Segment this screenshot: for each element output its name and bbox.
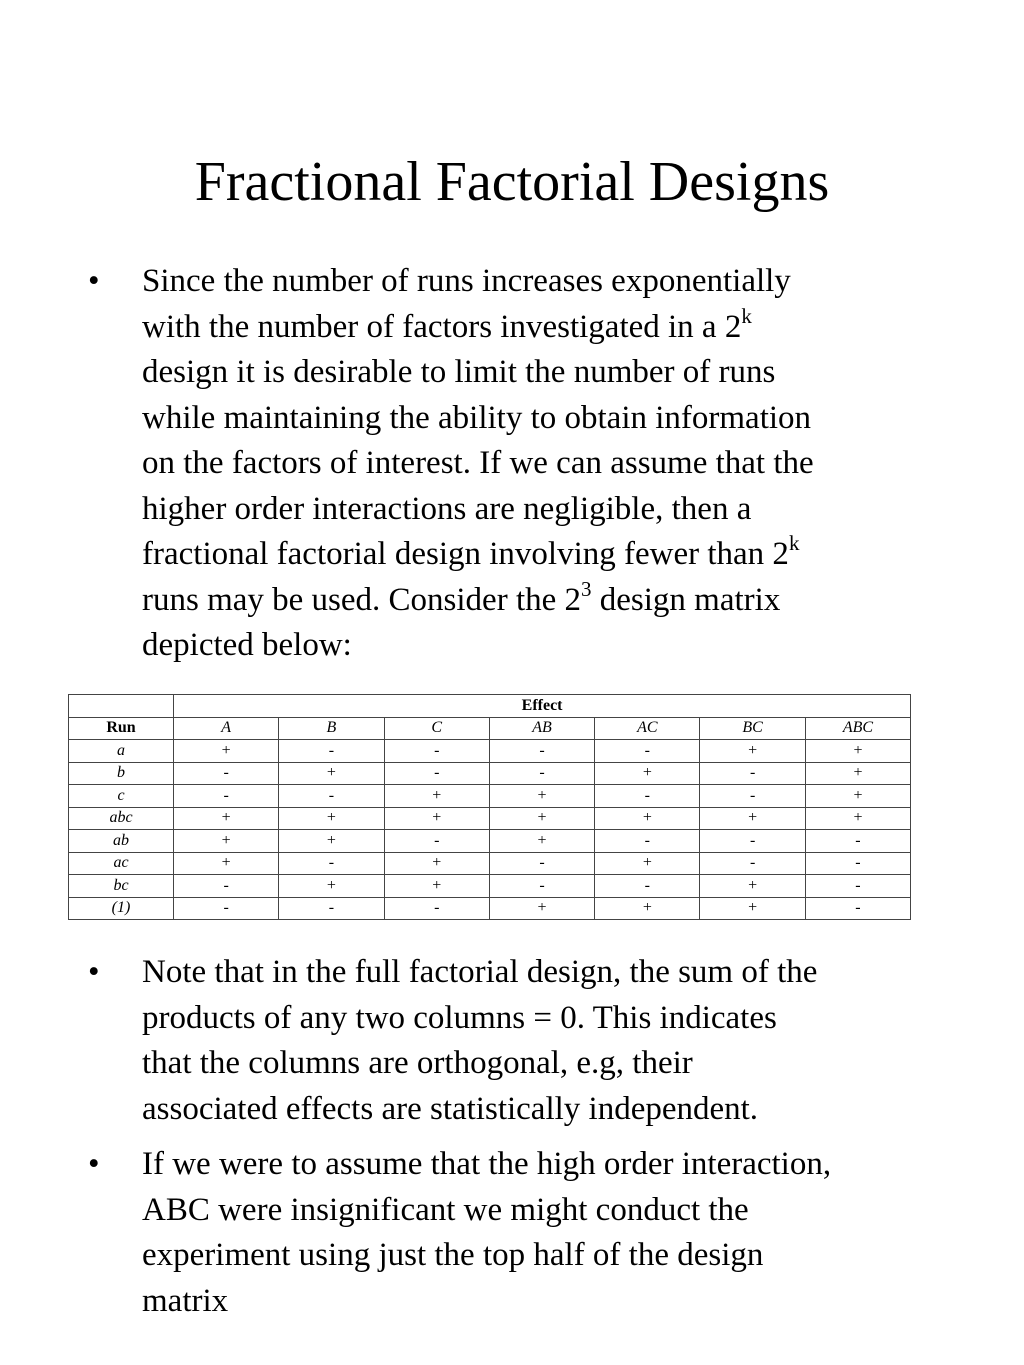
- table-row: [69, 762, 911, 785]
- table-corner-cell: [69, 695, 174, 718]
- sign-cell: -: [489, 740, 594, 763]
- run-label-cell: abc: [69, 807, 174, 830]
- sign-cell: +: [805, 807, 910, 830]
- bullet-line-text: runs may be used. Consider the 2: [142, 581, 582, 618]
- sign-cell: +: [595, 897, 700, 920]
- sign-cell: +: [384, 807, 489, 830]
- table-row: [69, 875, 911, 898]
- sign-cell: +: [174, 852, 279, 875]
- bullet-text: [142, 950, 1002, 1132]
- sign-cell: -: [595, 740, 700, 763]
- bullet-line-text: with the number of factors investigated in a 2: [142, 308, 742, 345]
- sign-cell: -: [489, 852, 594, 875]
- bullet-dot: •: [88, 263, 100, 299]
- sign-cell: -: [384, 762, 489, 785]
- sign-cell: +: [279, 830, 384, 853]
- bullet-line: [142, 532, 1002, 578]
- table-row: [69, 740, 911, 763]
- sign-cell: +: [384, 875, 489, 898]
- exponent: k: [788, 531, 800, 555]
- effect-column-header: C: [384, 717, 489, 740]
- sign-cell: +: [489, 807, 594, 830]
- table-row: [69, 852, 911, 875]
- effect-column-header: BC: [700, 717, 805, 740]
- sign-cell: -: [174, 897, 279, 920]
- sign-cell: +: [384, 852, 489, 875]
- sign-cell: -: [805, 897, 910, 920]
- sign-cell: -: [595, 875, 700, 898]
- sign-cell: +: [595, 852, 700, 875]
- sign-cell: -: [700, 785, 805, 808]
- run-label-cell: ac: [69, 852, 174, 875]
- run-label-cell: ab: [69, 830, 174, 853]
- design-matrix-table-wrap: [68, 694, 910, 920]
- bullet-line: Note that in the full factorial design, the sum of the: [142, 954, 818, 990]
- sign-cell: +: [805, 785, 910, 808]
- sign-cell: +: [174, 807, 279, 830]
- table-row: [69, 897, 911, 920]
- sign-cell: -: [174, 875, 279, 898]
- sign-cell: -: [700, 762, 805, 785]
- sign-cell: -: [174, 785, 279, 808]
- effect-group-header: Effect: [174, 695, 911, 718]
- bullet-line-text: depicted below:: [142, 627, 352, 663]
- sign-cell: +: [174, 830, 279, 853]
- effect-column-header: B: [279, 717, 384, 740]
- bullet-line-text: fractional factorial design involving fewer than 2: [142, 536, 789, 572]
- sign-cell: +: [489, 897, 594, 920]
- bullet-line: [142, 578, 1002, 624]
- sign-cell: -: [805, 830, 910, 853]
- run-column-header: Run: [69, 717, 174, 740]
- bullet-line: [142, 305, 1002, 351]
- sign-cell: +: [279, 807, 384, 830]
- bullet-line: matrix: [142, 1282, 229, 1319]
- sign-cell: -: [384, 740, 489, 763]
- exponent: k: [741, 303, 752, 328]
- bullet-dot: •: [88, 954, 100, 990]
- bullet-line: that the columns are orthogonal, e.g, their: [142, 1045, 693, 1081]
- design-matrix-table: [68, 694, 911, 920]
- bullet-line: [142, 487, 1002, 533]
- sign-cell: +: [700, 875, 805, 898]
- table-row: [69, 830, 911, 853]
- bullet-line-text: Since the number of runs increases exponentially: [142, 263, 791, 299]
- run-label-cell: b: [69, 762, 174, 785]
- run-label-cell: (1): [69, 897, 174, 920]
- sign-cell: -: [384, 897, 489, 920]
- sign-cell: -: [489, 875, 594, 898]
- bullet-line: [142, 441, 1002, 487]
- effect-column-header: A: [174, 717, 279, 740]
- table-group-header-row: [69, 695, 911, 718]
- bullet-text: [142, 1142, 1002, 1324]
- bullet-line: ABC were insignificant we might conduct the: [142, 1191, 749, 1228]
- sign-cell: +: [279, 875, 384, 898]
- bullet-line: [142, 350, 1002, 396]
- run-label-cell: bc: [69, 875, 174, 898]
- table-column-header-row: [69, 717, 911, 740]
- sign-cell: +: [595, 807, 700, 830]
- table-body: [69, 740, 911, 920]
- bullet-line: [142, 623, 1002, 669]
- sign-cell: -: [700, 830, 805, 853]
- sign-cell: -: [384, 830, 489, 853]
- run-label-cell: a: [69, 740, 174, 763]
- sign-cell: +: [489, 830, 594, 853]
- sign-cell: -: [805, 852, 910, 875]
- sign-cell: -: [489, 762, 594, 785]
- bullet-dot: •: [88, 1146, 100, 1182]
- bullet-line: [142, 396, 1002, 442]
- bullet-line-text-after: design matrix: [591, 581, 781, 618]
- bullet-line-text: higher order interactions are negligible, then a: [142, 490, 752, 527]
- bullet-line: associated effects are statistically independent.: [142, 1090, 759, 1127]
- run-label-cell: c: [69, 785, 174, 808]
- sign-cell: +: [700, 897, 805, 920]
- sign-cell: +: [805, 740, 910, 763]
- bullet-line-text: design it is desirable to limit the number of runs: [142, 354, 776, 390]
- sign-cell: -: [805, 875, 910, 898]
- slide-title: Fractional Factorial Designs: [194, 151, 830, 213]
- sign-cell: +: [174, 740, 279, 763]
- bullet-line: experiment using just the top half of the design: [142, 1237, 764, 1273]
- sign-cell: +: [489, 785, 594, 808]
- table-row: [69, 785, 911, 808]
- exponent: 3: [581, 576, 592, 601]
- bullet-text: [142, 259, 1002, 669]
- effect-column-header: AB: [489, 717, 594, 740]
- sign-cell: -: [279, 852, 384, 875]
- sign-cell: -: [279, 897, 384, 920]
- sign-cell: -: [174, 762, 279, 785]
- sign-cell: -: [700, 852, 805, 875]
- sign-cell: +: [595, 762, 700, 785]
- sign-cell: +: [384, 785, 489, 808]
- bullet-line-text: on the factors of interest. If we can assume that the: [142, 445, 814, 481]
- effect-column-header: ABC: [805, 717, 910, 740]
- sign-cell: +: [805, 762, 910, 785]
- sign-cell: +: [700, 807, 805, 830]
- bullet-line: If we were to assume that the high order interaction,: [142, 1146, 832, 1182]
- sign-cell: -: [595, 785, 700, 808]
- effect-column-header: AC: [595, 717, 700, 740]
- bullet-line: products of any two columns = 0. This indicates: [142, 999, 777, 1036]
- table-row: [69, 807, 911, 830]
- bullet-line-text: while maintaining the ability to obtain information: [142, 399, 812, 436]
- sign-cell: +: [700, 740, 805, 763]
- bullet-line: [142, 259, 1002, 305]
- sign-cell: -: [595, 830, 700, 853]
- sign-cell: -: [279, 740, 384, 763]
- sign-cell: -: [279, 785, 384, 808]
- sign-cell: +: [279, 762, 384, 785]
